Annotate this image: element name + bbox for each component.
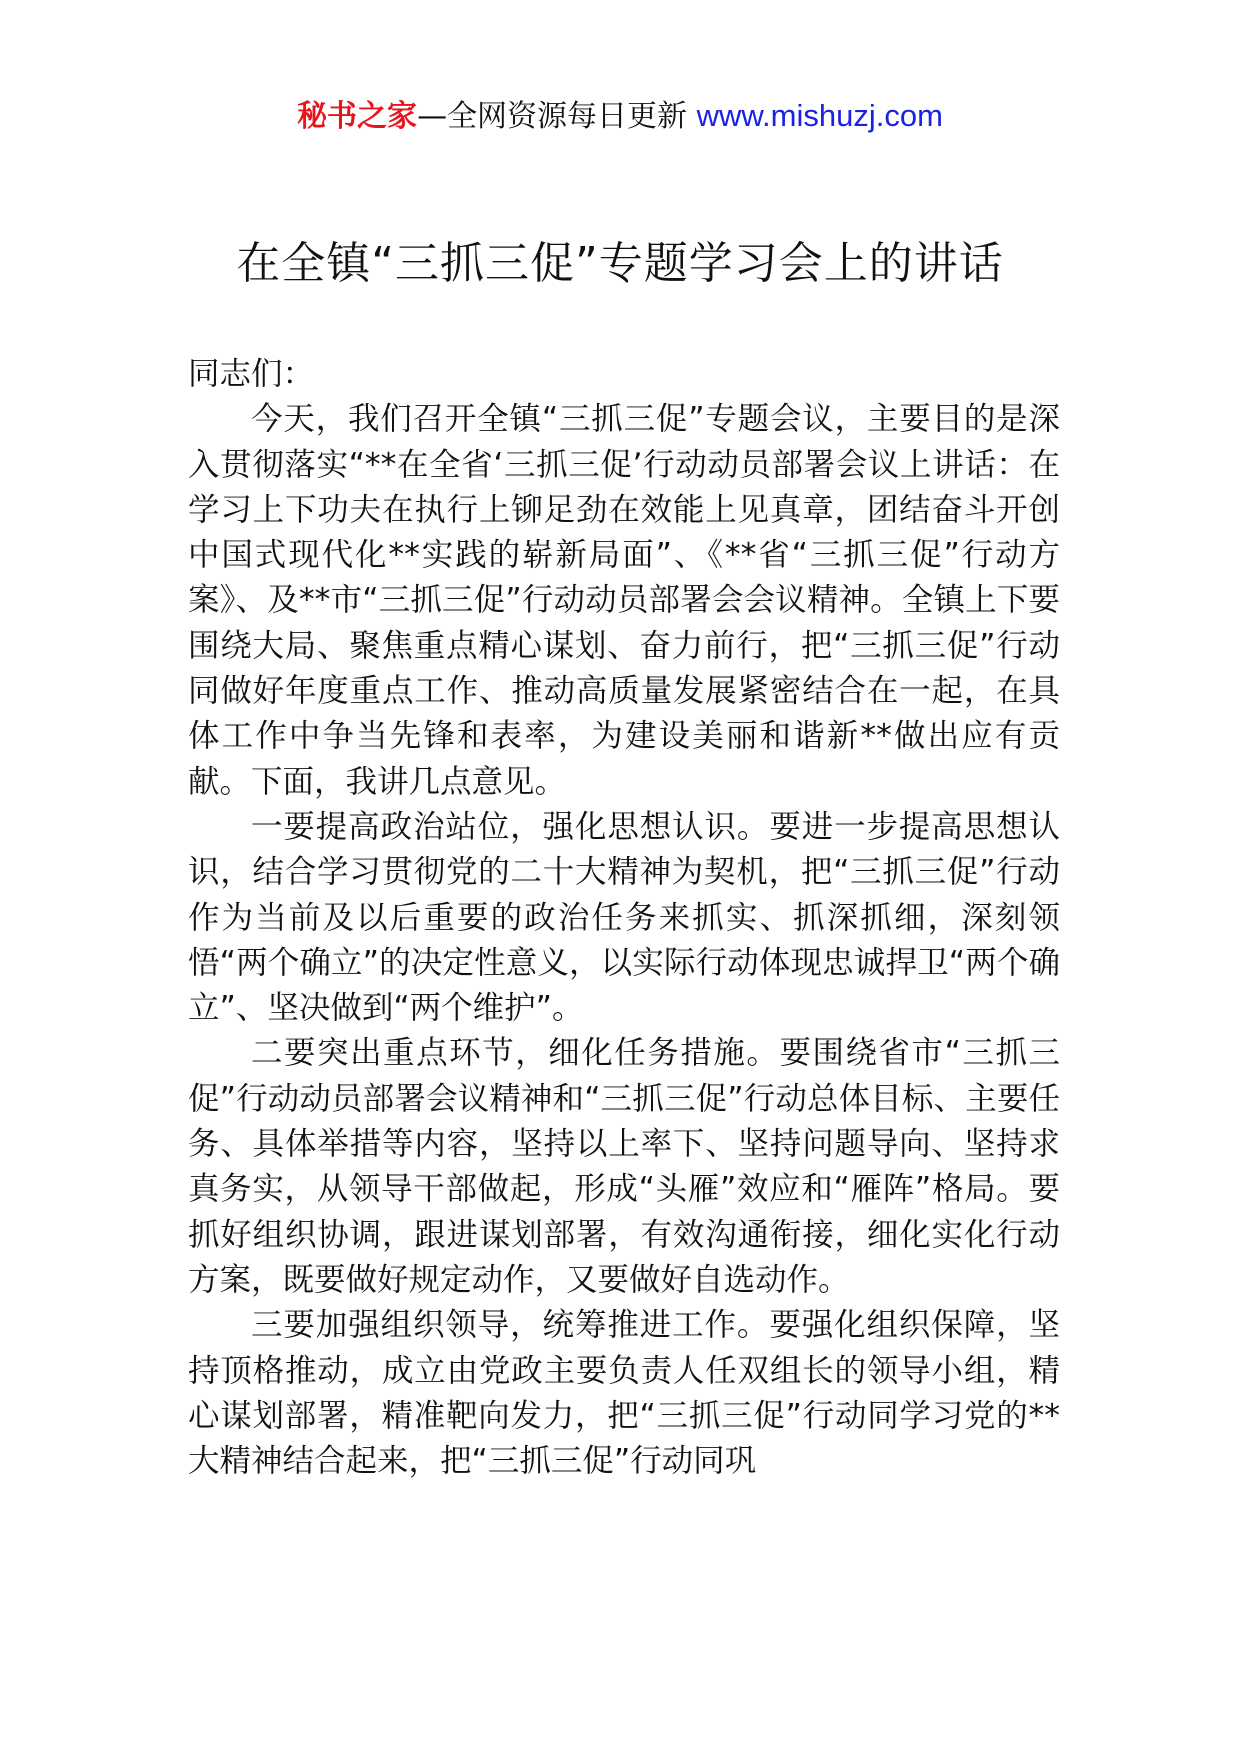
site-brand: 秘书之家 — [297, 99, 418, 134]
salutation: 同志们： — [188, 356, 315, 392]
site-url-link[interactable]: www.mishuzj.com — [696, 98, 943, 133]
site-header — [0, 96, 1240, 137]
paragraph-point-two: 二要突出重点环节，细化任务措施。要围绕省市“三抓三促”行动动员部署会议精神和“三抓三促”行动总体目标、主要任务、具体举措等内容，坚持以上率下、坚持问题导向、坚持求真务实，从领导干部做起，形成“头雁”效应和“雁阵”格局。要抓好组织协调，跟进谋划部署，有效沟通衔接，细化实化行动方案，既要做好规定动作，又要做好自选动作。 — [188, 1035, 1060, 1298]
paragraph-point-three: 三要加强组织领导，统筹推进工作。要强化组织保障，坚持顶格推动，成立由党政主要负责人任双组长的领导小组，精心谋划部署，精准靶向发力，把“三抓三促”行动同学习党的**大精神结合起来，把“三抓三促”行动同巩 — [188, 1307, 1060, 1480]
paragraph-point-one: 一要提高政治站位，强化思想认识。要进一步提高思想认识，结合学习贯彻党的二十大精神为契机，把“三抓三促”行动作为当前及以后重要的政治任务来抓实、抓深抓细，深刻领悟“两个确立”的决定性意义，以实际行动体现忠诚捍卫“两个确立”、坚决做到“两个维护”。 — [188, 808, 1060, 1027]
site-tagline: —全网资源每日更新 — [417, 99, 697, 134]
paragraph-intro: 今天，我们召开全镇“三抓三促”专题会议，主要目的是深入贯彻落实“**在全省‘三抓三促’行动动员部署会议上讲话：在学习上下功夫在执行上铆足劲在效能上见真章，团结奋斗开创中国式现代化**实践的崭新局面”、《**省“三抓三促”行动方案》、及**市“三抓三促”行动动员部署会会议精神。全镇上下要围绕大局、聚焦重点精心谋划、奋力前行，把“三抓三促”行动同做好年度重点工作、推动高质量发展紧密结合在一起，在具体工作中争当先锋和表率，为建设美丽和谐新**做出应有贡献。下面，我讲几点意见。 — [188, 401, 1060, 800]
document-body — [188, 352, 1060, 1484]
document-title: 在全镇“三抓三促”专题学习会上的讲话 — [236, 238, 1004, 289]
